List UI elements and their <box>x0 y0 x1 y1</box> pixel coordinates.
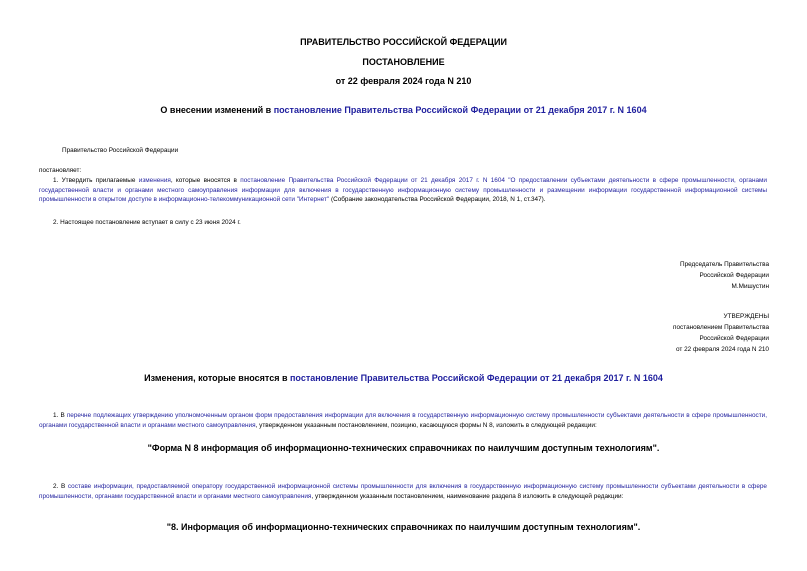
approved-country: Российской Федерации <box>699 335 769 342</box>
decrees-text: постановляет: <box>39 167 82 174</box>
government-text: Правительство Российской Федерации <box>62 147 179 154</box>
approved-date: от 22 февраля 2024 года N 210 <box>676 346 769 353</box>
date-number-heading: от 22 февраля 2024 года N 210 <box>335 76 472 86</box>
quote-1: "Форма N 8 информация об информационно-технических справочниках по наилучшим доступным технологиям". <box>147 443 660 453</box>
change-1-paragraph <box>39 411 767 430</box>
approved-label: УТВЕРЖДЕНЫ <box>723 313 769 320</box>
forms-list-link[interactable]: перечне подлежащих утверждению уполномоченным органом форм предоставления информации для включения в государственную информационную систему промышленности субъектами деятельности в сфере промышленности, органами государственной власти и органами местного самоуправления <box>39 412 767 429</box>
title-prefix: О внесении изменений в <box>160 105 274 115</box>
change-1-part-a: 1. В <box>53 412 67 419</box>
changes-title-prefix: Изменения, которые вносятся в <box>144 373 290 383</box>
approved-block <box>673 311 769 355</box>
decree-1604-link[interactable]: постановление Правительства Российской Федерации от 21 декабря 2017 г. N 1604 "О предоставлении субъектами деятельности в сфере промышленности, органами государственной власти и органами местного самоуправления информации для включения в государственную информационную систему промышленности и размещении информации государственной информационной системы промышленности в открытом доступе в информационно-телекоммуникационной сети "Интернет" <box>39 177 768 203</box>
quote-2: "8. Информация об информационно-технических справочниках по наилучшим доступным технологиям". <box>166 522 641 532</box>
changes-title <box>0 373 807 383</box>
approved-by: постановлением Правительства <box>673 324 769 331</box>
item-1-part-e: (Собрание законодательства Российской Федерации, 2018, N 1, ст.347). <box>329 196 546 203</box>
title-link[interactable]: постановление Правительства Российской Федерации от 21 декабря 2017 г. N 1604 <box>273 105 647 115</box>
item-1-part-a: 1. Утвердить прилагаемые <box>53 177 139 184</box>
change-1-part-c: , утвержденном указанным постановлением, позицию, касающуюся формы N 8, изложить в следующей редакции: <box>255 421 597 429</box>
page-title <box>0 105 807 115</box>
change-2-part-c: , утвержденном указанным постановлением, наименование раздела 8 изложить в следующей редакции: <box>311 492 624 500</box>
info-composition-link[interactable]: составе информации, предоставляемой оператору государственной информационной системы промышленности для включения в государственную информационную систему промышленности субъектами деятельности в сфере промышленности, органами государственной власти и органами местного самоуправления <box>39 483 767 500</box>
changes-link[interactable]: изменения <box>138 177 171 184</box>
signature-block <box>680 259 769 292</box>
item-1-part-c: , которые вносятся в <box>170 177 241 184</box>
signature-title: Председатель Правительства <box>680 261 769 268</box>
signature-name: М.Мишустин <box>731 283 769 290</box>
change-2-paragraph <box>39 482 767 501</box>
change-2-part-a: 2. В <box>53 483 68 490</box>
org-heading: ПРАВИТЕЛЬСТВО РОССИЙСКОЙ ФЕДЕРАЦИИ <box>300 37 507 47</box>
item-1-paragraph <box>39 176 767 205</box>
doc-type-heading: ПОСТАНОВЛЕНИЕ <box>362 57 445 67</box>
item-2-paragraph: 2. Настоящее постановление вступает в силу с 23 июня 2024 г. <box>53 219 241 226</box>
signature-country: Российской Федерации <box>699 272 769 279</box>
changes-title-link[interactable]: постановление Правительства Российской Федерации от 21 декабря 2017 г. N 1604 <box>290 373 663 383</box>
